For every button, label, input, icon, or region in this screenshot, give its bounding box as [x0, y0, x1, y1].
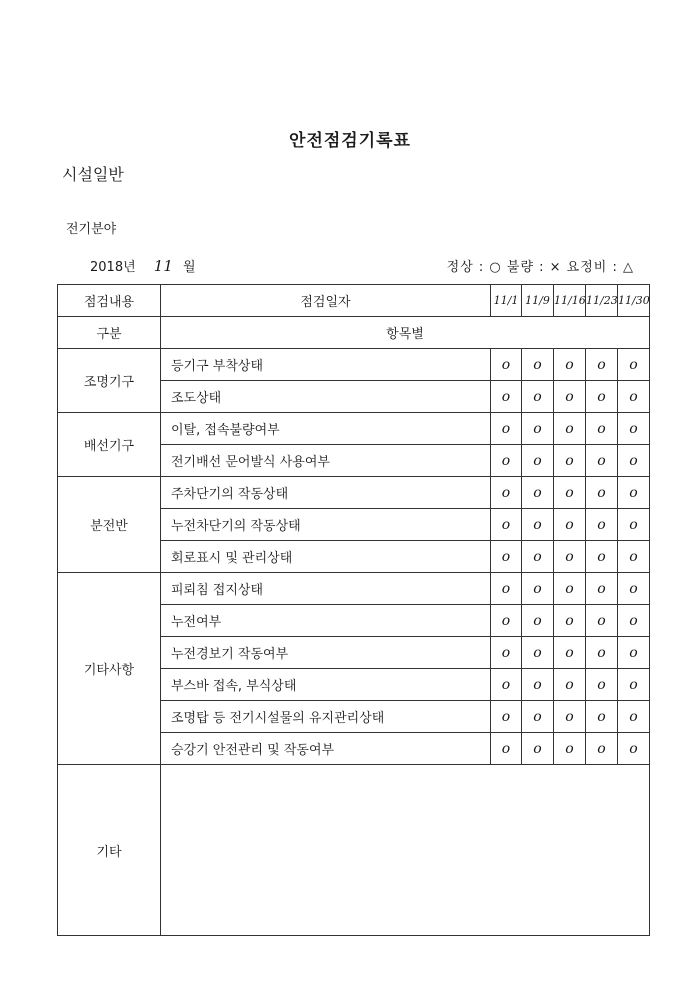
section-name: 배선기구: [58, 413, 161, 477]
table-row: [58, 477, 650, 509]
check-mark: o: [586, 573, 618, 605]
field-label: 전기분야: [66, 222, 117, 237]
check-mark: o: [586, 541, 618, 573]
item-label: 회로표시 및 관리상태: [161, 541, 491, 573]
check-mark: o: [618, 413, 650, 445]
check-mark: o: [554, 349, 586, 381]
check-mark: o: [618, 605, 650, 637]
check-mark: o: [618, 541, 650, 573]
check-mark: o: [554, 701, 586, 733]
check-mark: o: [554, 413, 586, 445]
check-mark: o: [522, 669, 554, 701]
document-title: 안전점검기록표: [289, 131, 411, 151]
check-mark: o: [618, 701, 650, 733]
month-handwritten: 11: [153, 257, 173, 275]
item-label: 부스바 접속, 부식상태: [161, 669, 491, 701]
item-label: 누전차단기의 작동상태: [161, 509, 491, 541]
check-mark: o: [491, 605, 522, 637]
header-inspection-content: 점검내용: [58, 285, 161, 317]
check-mark: o: [491, 637, 522, 669]
check-mark: o: [586, 637, 618, 669]
table-row: [58, 573, 650, 605]
header-date-3: 11/16: [554, 285, 586, 317]
check-mark: o: [491, 701, 522, 733]
item-label: 조도상태: [161, 381, 491, 413]
check-mark: o: [586, 509, 618, 541]
header-row: [58, 285, 650, 317]
check-mark: o: [491, 477, 522, 509]
item-label: 피뢰침 접지상태: [161, 573, 491, 605]
check-mark: o: [554, 605, 586, 637]
header-inspection-date: 점검일자: [161, 285, 491, 317]
item-label: 전기배선 문어발식 사용여부: [161, 445, 491, 477]
check-mark: o: [586, 477, 618, 509]
item-label: 누전여부: [161, 605, 491, 637]
check-mark: o: [618, 349, 650, 381]
other-notes: [161, 765, 650, 936]
check-mark: o: [554, 445, 586, 477]
check-mark: o: [586, 413, 618, 445]
check-mark: o: [491, 573, 522, 605]
check-mark: o: [522, 381, 554, 413]
header-date-4: 11/23: [586, 285, 618, 317]
check-mark: o: [554, 509, 586, 541]
check-mark: o: [522, 541, 554, 573]
check-mark: o: [554, 637, 586, 669]
header-items: 항목별: [161, 317, 650, 349]
check-mark: o: [554, 477, 586, 509]
header-category: 구분: [58, 317, 161, 349]
check-mark: o: [522, 445, 554, 477]
table-row: [58, 349, 650, 381]
year-label: 2018년: [90, 260, 136, 275]
date-line: [90, 256, 196, 275]
section-name: 기타사항: [58, 573, 161, 765]
check-mark: o: [618, 669, 650, 701]
check-mark: o: [522, 509, 554, 541]
check-mark: o: [618, 573, 650, 605]
header-date-2: 11/9: [522, 285, 554, 317]
check-mark: o: [491, 413, 522, 445]
check-mark: o: [586, 733, 618, 765]
item-label: 누전경보기 작동여부: [161, 637, 491, 669]
item-label: 이탈, 접속불량여부: [161, 413, 491, 445]
check-mark: o: [586, 669, 618, 701]
check-mark: o: [491, 733, 522, 765]
check-mark: o: [586, 701, 618, 733]
item-label: 주차단기의 작동상태: [161, 477, 491, 509]
other-row: [58, 765, 650, 936]
check-mark: o: [522, 701, 554, 733]
header-date-5: 11/30: [618, 285, 650, 317]
check-mark: o: [618, 381, 650, 413]
check-mark: o: [522, 605, 554, 637]
check-mark: o: [491, 349, 522, 381]
facility-category: 시설일반: [62, 165, 124, 184]
check-mark: o: [491, 669, 522, 701]
check-mark: o: [491, 509, 522, 541]
check-mark: o: [522, 733, 554, 765]
check-mark: o: [586, 445, 618, 477]
check-mark: o: [522, 413, 554, 445]
check-mark: o: [554, 733, 586, 765]
item-label: 조명탑 등 전기시설물의 유지관리상태: [161, 701, 491, 733]
check-mark: o: [554, 381, 586, 413]
check-mark: o: [522, 637, 554, 669]
subheader-row: [58, 317, 650, 349]
legend: 정상 : ○ 불량 : × 요정비 : △: [446, 260, 634, 275]
item-label: 승강기 안전관리 및 작동여부: [161, 733, 491, 765]
check-mark: o: [618, 477, 650, 509]
check-mark: o: [586, 381, 618, 413]
other-label: 기타: [58, 765, 161, 936]
check-mark: o: [618, 733, 650, 765]
section-name: 분전반: [58, 477, 161, 573]
month-label: 월: [183, 260, 196, 275]
check-mark: o: [491, 381, 522, 413]
check-mark: o: [618, 509, 650, 541]
check-mark: o: [618, 637, 650, 669]
check-mark: o: [522, 477, 554, 509]
check-mark: o: [554, 573, 586, 605]
check-mark: o: [554, 541, 586, 573]
check-mark: o: [554, 669, 586, 701]
check-mark: o: [522, 349, 554, 381]
table-row: [58, 413, 650, 445]
check-mark: o: [586, 349, 618, 381]
item-label: 등기구 부착상태: [161, 349, 491, 381]
check-mark: o: [491, 541, 522, 573]
section-name: 조명기구: [58, 349, 161, 413]
header-date-1: 11/1: [491, 285, 522, 317]
check-mark: o: [618, 445, 650, 477]
check-mark: o: [586, 605, 618, 637]
check-mark: o: [522, 573, 554, 605]
inspection-table: [57, 284, 650, 936]
check-mark: o: [491, 445, 522, 477]
